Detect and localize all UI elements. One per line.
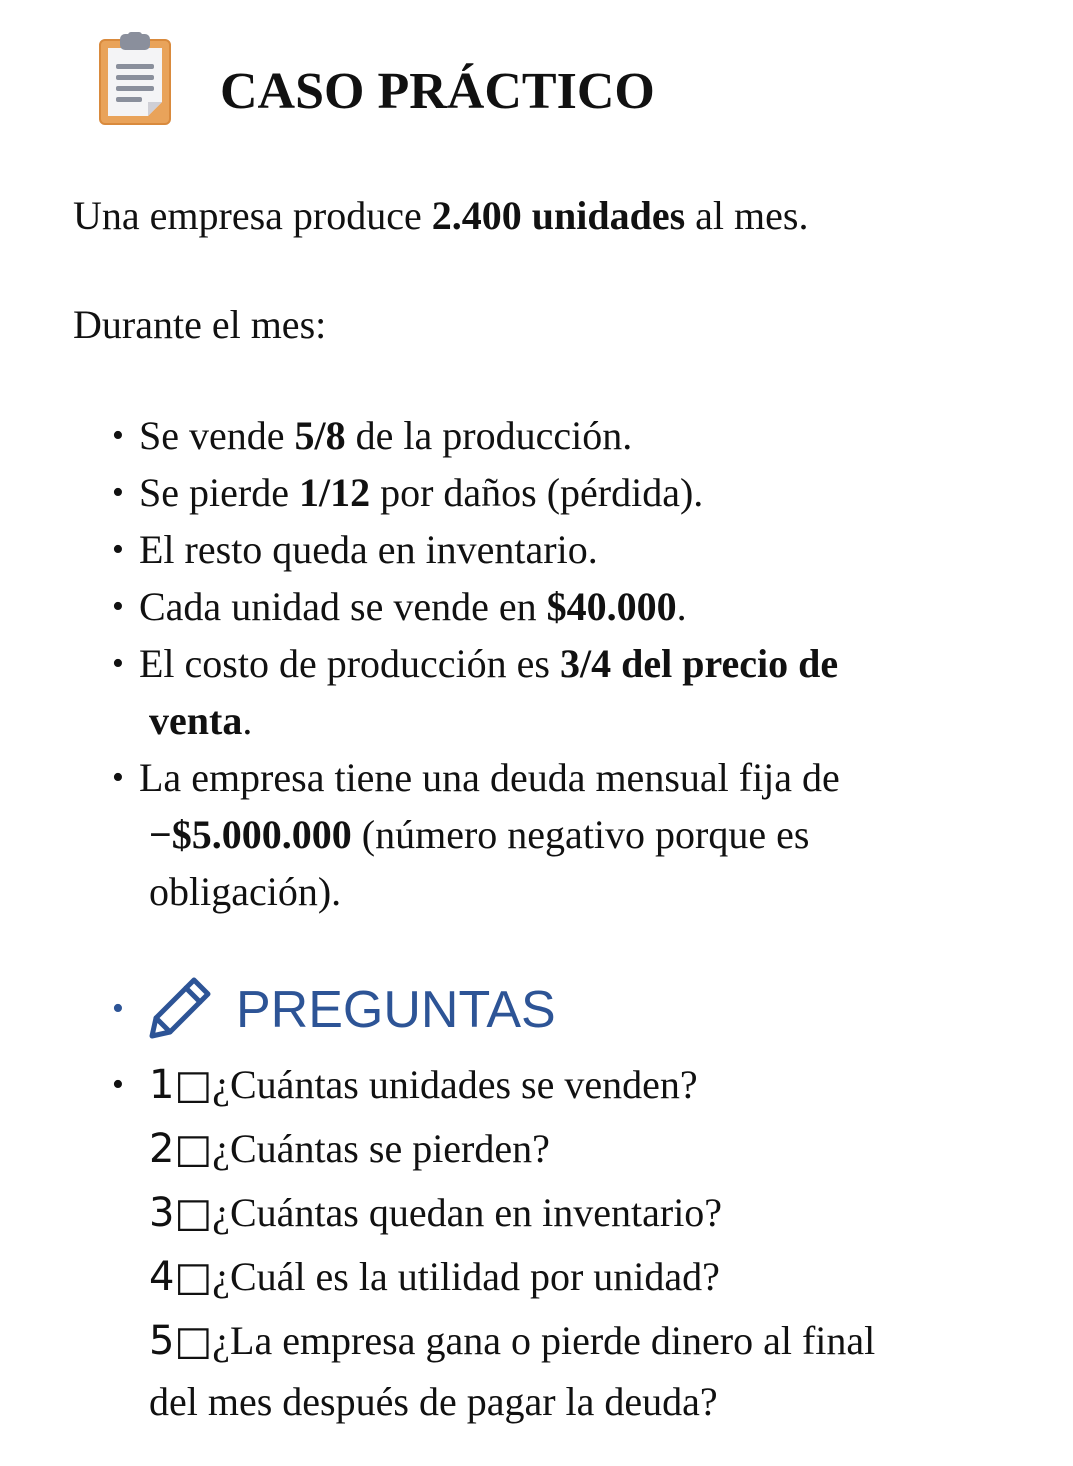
list-item-continuation: del mes después de pagar la deuda? [149, 1379, 718, 1424]
questions-header [112, 968, 712, 1052]
condition-text: Cada unidad se vende en [139, 584, 547, 629]
question-number: 3 [149, 1190, 175, 1236]
list-item [112, 521, 962, 578]
header [98, 32, 998, 132]
condition-text: El resto queda en inventario. [139, 527, 598, 572]
condition-text: de la producción. [345, 413, 633, 458]
list-item [112, 1245, 962, 1309]
question-text: ¿Cuál es la utilidad por unidad? [212, 1254, 720, 1299]
condition-text: Se vende [139, 413, 295, 458]
condition-value: 1/12 [298, 470, 371, 515]
bullet: • [112, 1066, 124, 1103]
condition-text: . [676, 584, 687, 629]
list-item [112, 635, 962, 749]
list-item [112, 749, 962, 920]
condition-text: obligación). [149, 869, 342, 914]
list-item [112, 578, 962, 635]
question-number: 1 [149, 1062, 175, 1108]
clipboard-icon [98, 32, 174, 126]
condition-text: Se pierde [139, 470, 299, 515]
condition-value: $40.000 [546, 584, 677, 629]
questions-list [112, 1053, 962, 1431]
condition-text: (número negativo porque es [351, 812, 810, 857]
question-number: 4 [149, 1254, 175, 1300]
list-item [112, 464, 962, 521]
box-glyph: □ [174, 1062, 213, 1108]
box-glyph: □ [174, 1190, 213, 1236]
condition-text: El costo de producción es [139, 641, 560, 686]
condition-wrap [139, 806, 962, 863]
list-item [112, 407, 962, 464]
condition-wrap [139, 692, 962, 749]
intro-paragraph [73, 191, 808, 241]
condition-value: 5/8 [294, 413, 346, 458]
pencil-icon [144, 974, 214, 1040]
question-number: 2 [149, 1126, 175, 1172]
bullet: • [112, 990, 124, 1027]
box-glyph: □ [174, 1318, 213, 1364]
intro-text: Una empresa produce [73, 193, 432, 238]
box-glyph: □ [174, 1254, 213, 1300]
list-item [112, 1181, 962, 1245]
list-item [112, 1117, 962, 1181]
question-text: ¿Cuántas quedan en inventario? [212, 1190, 723, 1235]
questions-title: PREGUNTAS [236, 981, 556, 1039]
condition-text: La empresa tiene una deuda mensual fija de [139, 755, 840, 800]
conditions-list [112, 407, 962, 920]
page-title: CASO PRÁCTICO [220, 63, 655, 120]
during-label: Durante el mes: [73, 302, 327, 347]
question-text: ¿Cuántas unidades se venden? [212, 1062, 698, 1107]
box-glyph: □ [174, 1126, 213, 1172]
condition-value: 3/4 del precio de [560, 641, 839, 686]
condition-value: −$5.000.000 [149, 812, 352, 857]
intro-units: 2.400 unidades [431, 193, 686, 238]
question-text: ¿Cuántas se pierden? [212, 1126, 550, 1171]
condition-text: por daños (pérdida). [370, 470, 704, 515]
question-text: ¿La empresa gana o pierde dinero al final [212, 1318, 876, 1363]
question-number: 5 [149, 1318, 175, 1364]
condition-text: . [242, 698, 253, 743]
list-item [112, 1309, 962, 1373]
intro-text-end: al mes. [685, 193, 809, 238]
list-item [112, 1053, 962, 1117]
condition-value: venta [149, 698, 243, 743]
